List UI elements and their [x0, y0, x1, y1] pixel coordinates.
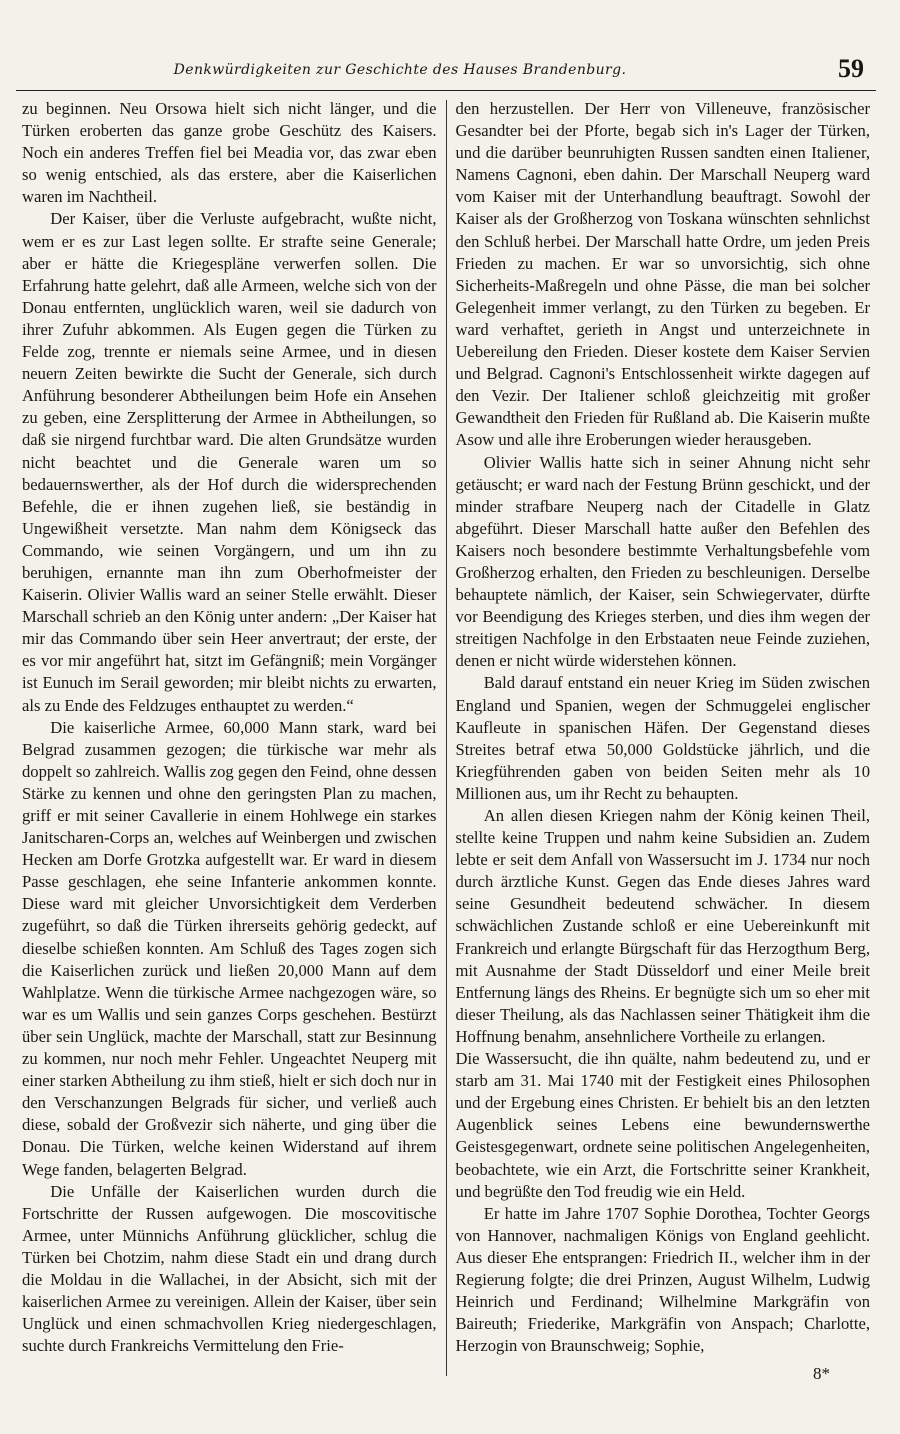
right-column — [447, 98, 871, 1376]
paragraph: Er hatte im Jahre 1707 Sophie Dorothea, Tochter Georgs von Hannover, nachmaligen Königs von England geehlicht. Aus dieser Ehe entsprangen: Friedrich II., welcher ihm in der Regierung folgte; die drei Prinzen, August Wilhelm, Ludwig Heinrich und Ferdinand; Wilhelmine Markgräfin von Baireuth; Friederike, Markgräfin von Anspach; Charlotte, Herzogin von Braunschweig; Sophie, — [455, 1203, 870, 1356]
page-number: 59 — [838, 54, 864, 83]
paragraph: An allen diesen Kriegen nahm der König keinen Theil, stellte keine Truppen und nahm keine Subsidien an. Zudem lebte er seit dem Anfall von Wassersucht im J. 1734 nur noch durch ärztliche Kunst. Gegen das Ende dieses Jahres ward seine Gesundheit bedeutend schwächer. In diesem schwächlichen Zustande schloß er eine Uebereinkunft mit Frankreich und erlangte Bürgschaft für das Herzogthum Berg, mit Ausnahme der Stadt Düsseldorf und einer Meile breit Entfernung längs des Rheins. Er begnügte sich um so eher mit dieser Theilung, als das Nachlassen seiner Thätigkeit ihm die Hoffnung benahm, ansehnlichere Vortheile zu erlangen. — [455, 806, 870, 1046]
paragraph: Die kaiserliche Armee, 60,000 Mann stark, ward bei Belgrad zusammen gezogen; die türkische war mehr als doppelt so zahlreich. Wallis zog gegen den Feind, ohne dessen Stärke zu kennen und ohne den geringsten Plan zu machen, griff er mit seiner Cavallerie in einem Hohlwege ein starkes Janitscharen-Corps an, welches auf Weinbergen und zwischen Hecken am Dorfe Grotzka aufgestellt war. Er ward in diesem Passe geschlagen, ehe seine Infanterie ankommen konnte. Diese ward mit gleicher Unvorsichtigkeit dem Verderben zugeführt, so daß die Türken ihrerseits gehörig gedeckt, auf dieselbe schießen konnten. Am Schluß des Tages zogen sich die Kaiserlichen zurück und ließen 20,000 Mann auf dem Wahlplatze. Wenn die türkische Armee nachgezogen wäre, so war es um Wallis und sein ganzes Corps geschehen. Bestürzt über sein Unglück, machte der Marschall, statt zur Besinnung zu kommen, nur noch mehr Fehler. Ungeachtet Neuperg mit einer starken Abtheilung zu ihm stieß, hielt er sich doch nur in den Verschanzungen Belgrads für sicher, und verließ auch diese, sobald der Großvezir sich näherte, und ging über die Donau. Die Türken, welche keinen Widerstand auf ihrem Wege fanden, belagerten Belgrad. — [22, 717, 437, 1179]
paragraph: zu beginnen. Neu Orsowa hielt sich nicht länger, und die Türken eroberten das ganze grobe Geschütz des Kaisers. Noch ein anderes Treffen fiel bei Meadia vor, das zwar eben so wenig entschied, als das erstere, aber die Kaiserlichen waren im Nachtheil. — [22, 99, 437, 207]
paragraph: Olivier Wallis hatte sich in seiner Ahnung nicht sehr getäuscht; er ward nach der Festung Brünn geschickt, und der minder strafbare Neuperg nach der Citadelle in Glatz abgeführt. Dieser Marschall hatte außer den Befehlen des Kaisers noch besondere bestimmte Verhaltungsbefehle vom Großherzog erhalten, den Frieden zu beschleunigen. Derselbe behauptete nämlich, der Kaiser, sein Schwiegervater, dürfte vor Beendigung des Krieges sterben, und dies ihm wegen der streitigen Nachfolge in den Erbstaaten neue Feinde zuziehen, denen er nicht würde widerstehen können. — [455, 452, 870, 671]
paragraph: Der Kaiser, über die Verluste aufgebracht, wußte nicht, wem er es zur Last legen sollte. Er strafte seine Generale; aber er hätte die Kriegespläne verwerfen sollen. Die Erfahrung hatte gelehrt, daß alle Armeen, welche sich von der Donau entfernten, unglücklich waren, weil sie dadurch von ihrer Zufuhr abkommen. Als Eugen gegen die Türken zu Felde zog, trennte er niemals seine Armee, und in diesen neuern Zeiten bewirkte die Sucht der Generale, sich durch Anführung besonderer Abtheilungen beim Hofe ein Ansehen zu geben, eine Zersplitterung der Armee in Abtheilungen, so daß sie nirgend furchtbar ward. Die alten Grundsätze wurden nicht beachtet und die Generale waren um so bedauernswerther, als der Hof durch die widersprechenden Befehle, die er ihnen zugehen ließ, sie beständig in Ungewißheit versetzte. Man nahm dem Königseck das Commando, wie seinen Vorgängern, und um ihn zu beruhigen, ernannte man ihn zum Oberhofmeister der Kaiserin. Olivier Wallis ward an seiner Stelle erwählt. Dieser Marschall schrieb an den König unter andern: „Der Kaiser hat mir das Commando über sein Heer anvertraut; der erste, der es vor mir angeführt hat, sitzt im Gefängniß; mein Vorgänger ist Eunuch im Serail geworden; mir bleibt nichts zu erwarten, als zu Ende des Feldzuges enthauptet zu werden.“ — [22, 209, 437, 715]
printer-signature: 8* — [813, 1364, 830, 1383]
left-column — [22, 98, 446, 1376]
page-header — [20, 50, 870, 90]
paragraph: Die Wassersucht, die ihn quälte, nahm bedeutend zu, und er starb am 31. Mai 1740 mit der Festigkeit eines Philosophen und der Ergebung eines Christen. Er behielt bis an den letzten Augenblick seines Lebens eine bewundernswerthe Geistesgegenwart, ordnete seine politischen Angelegenheiten, beobachtete, wie ein Arzt, die Fortschritte seiner Krankheit, und begrüßte den Tod freudig wie ein Held. — [455, 1049, 870, 1201]
paragraph: den herzustellen. Der Herr von Villeneuve, französischer Gesandter bei der Pforte, begab sich in's Lager der Türken, und die darüber beunruhigten Russen sandten einen Italiener, Namens Cagnoni, eben dahin. Der Marschall Neuperg ward vom Kaiser mit der Unterhandlung beauftragt. Sowohl der Kaiser als der Großherzog von Toskana wünschten sehnlichst den Schluß herbei. Der Marschall hatte Ordre, um jeden Preis Frieden zu machen. Er war so unvorsichtig, sich ohne Sicherheits-Maßregeln und ohne Pässe, die man bei solcher Gelegenheit immer verlangt, zu den Türken zu begeben. Er ward verhaftet, gerieth in Angst und unterzeichnete in Uebereilung den Frieden. Dieser kostete dem Kaiser Servien und Belgrad. Cagnoni's Entschlossenheit wirkte dagegen auf den Vezir. Der Italiener schloß gleichzeitig mit großer Gewandtheit den Frieden für Rußland ab. Die Kaiserin mußte Asow und alle ihre Eroberungen wieder herausgeben. — [455, 99, 870, 450]
paragraph: Bald darauf entstand ein neuer Krieg im Süden zwischen England und Spanien, wegen der Schmuggelei englischer Kaufleute in spanischen Häfen. Der Gegenstand dieses Streites betraf etwa 50,000 Goldstücke jährlich, und die Kriegführenden gaben von beiden Seiten mehr als 10 Millionen aus, um ihr Recht zu behaupten. — [455, 673, 870, 803]
running-title: Denkwürdigkeiten zur Geschichte des Hauses Brandenburg. — [173, 62, 627, 78]
text-columns — [22, 98, 870, 1376]
paragraph: Die Unfälle der Kaiserlichen wurden durch die Fortschritte der Russen aufgewogen. Die moscovitische Armee, unter Münnichs Anführung glücklicher, schlug die Türken bei Chotzim, nahm diese Stadt ein und drang durch die Moldau in die Wallachei, in der Absicht, sich mit der kaiserlichen Armee zu vereinigen. Allein der Kaiser, über sein Unglück und einen schmachvollen Krieg niedergeschlagen, suchte durch Frankreichs Vermittelung den Frie- — [22, 1181, 437, 1356]
header-rule — [16, 90, 876, 91]
